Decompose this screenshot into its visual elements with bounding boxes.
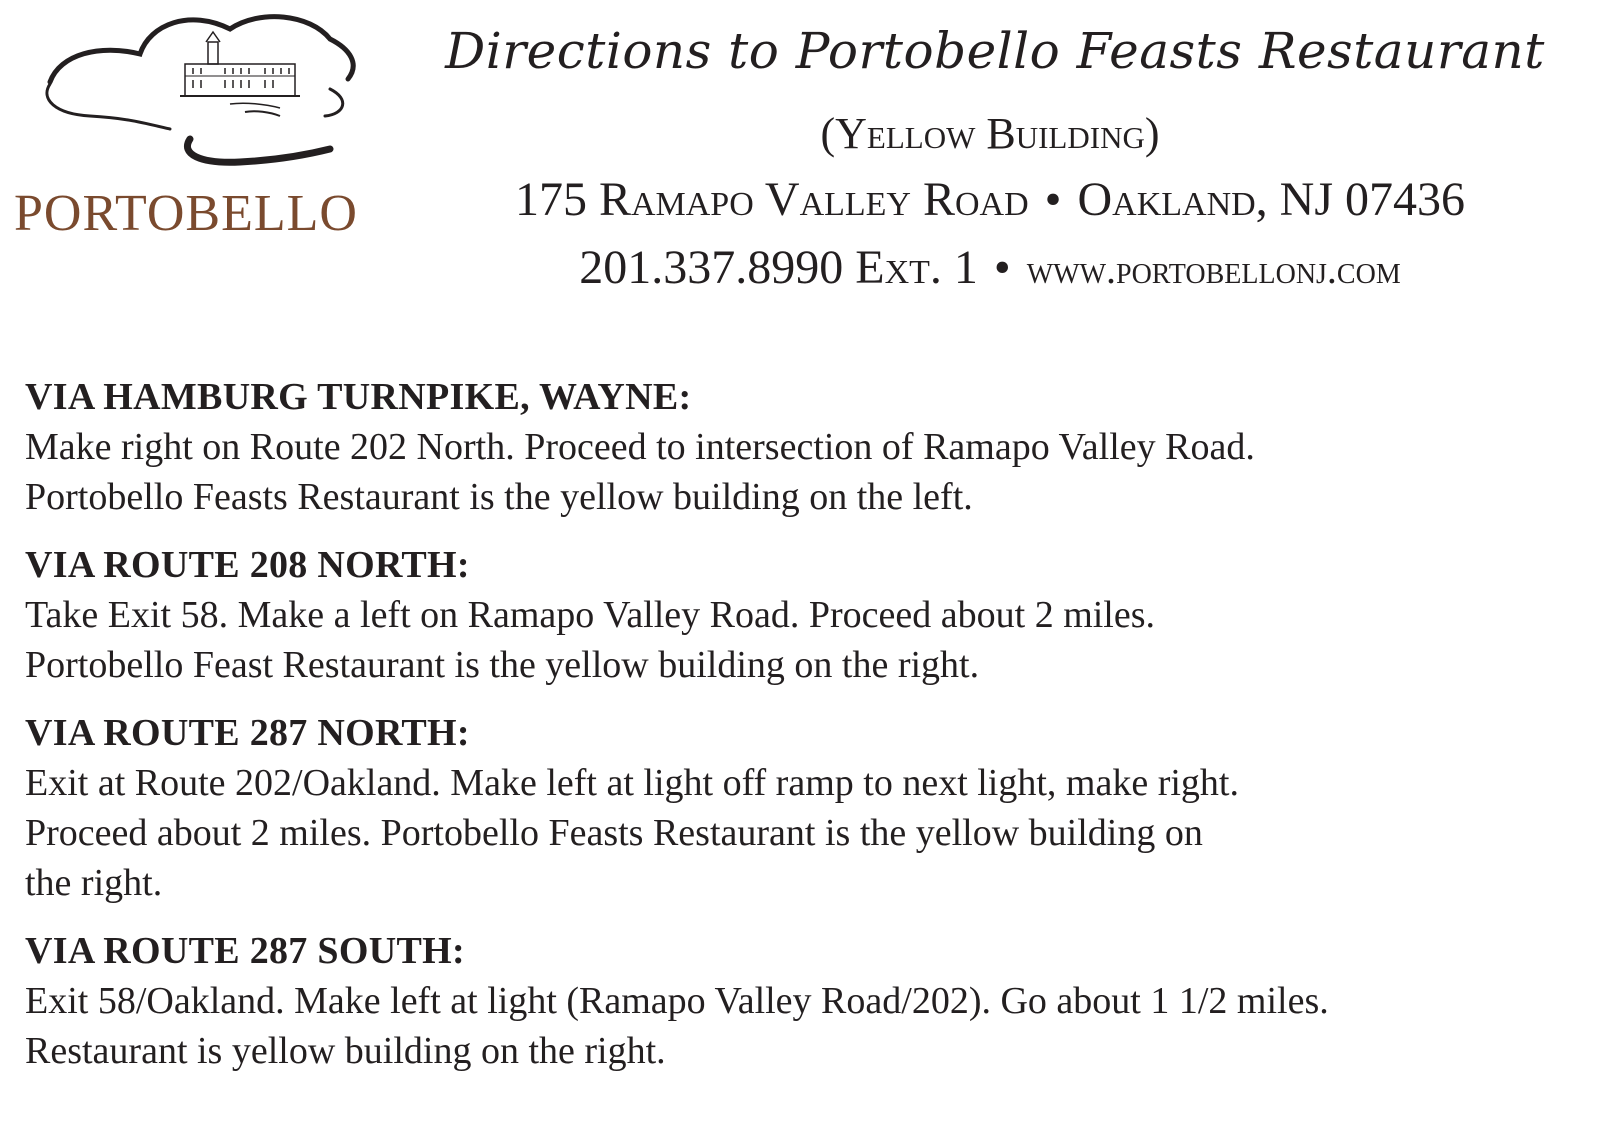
direction-section [25, 926, 1565, 1076]
direction-line: Exit at Route 202/Oakland. Make left at light off ramp to next light, make right. [25, 762, 1239, 804]
direction-line: Portobello Feasts Restaurant is the yellow building on the left. [25, 476, 973, 518]
section-heading: VIA ROUTE 208 NORTH: [25, 544, 470, 586]
phone-number: 201.337.8990 Ext. 1 [579, 241, 978, 294]
direction-line: Take Exit 58. Make a left on Ramapo Valley Road. Proceed about 2 miles. [25, 594, 1156, 636]
logo-building-illustration [30, 4, 370, 179]
direction-section [25, 372, 1565, 522]
street-address: 175 Ramapo Valley Road [514, 173, 1029, 226]
portobello-logo [10, 4, 400, 244]
building-note: (Yellow Building) [820, 109, 1160, 158]
separator: • [1044, 173, 1062, 226]
direction-line: Restaurant is yellow building on the right. [25, 1030, 666, 1072]
contact-line [400, 240, 1580, 295]
separator: • [993, 241, 1011, 294]
direction-line: the right. [25, 862, 163, 904]
page-title: Directions to Portobello Feasts Restaurant [445, 22, 1545, 80]
direction-section [25, 708, 1565, 908]
direction-line: Portobello Feast Restaurant is the yellow building on the right. [25, 644, 980, 686]
direction-line: Make right on Route 202 North. Proceed to intersection of Ramapo Valley Road. [25, 426, 1255, 468]
direction-line: Proceed about 2 miles. Portobello Feasts Restaurant is the yellow building on [25, 812, 1203, 854]
website-link[interactable]: www.portobellonj.com [1026, 247, 1401, 292]
section-heading: VIA ROUTE 287 SOUTH: [25, 930, 465, 972]
direction-section [25, 540, 1565, 690]
section-heading: VIA ROUTE 287 NORTH: [25, 712, 470, 754]
city-address: Oakland, NJ 07436 [1077, 173, 1466, 226]
direction-line: Exit 58/Oakland. Make left at light (Ramapo Valley Road/202). Go about 1 1/2 miles. [25, 980, 1329, 1022]
logo-wordmark: PORTOBELLO [14, 185, 358, 242]
directions-list [25, 372, 1565, 1094]
header [400, 0, 1597, 320]
section-heading: VIA HAMBURG TURNPIKE, WAYNE: [25, 376, 692, 418]
address-line [400, 172, 1580, 227]
